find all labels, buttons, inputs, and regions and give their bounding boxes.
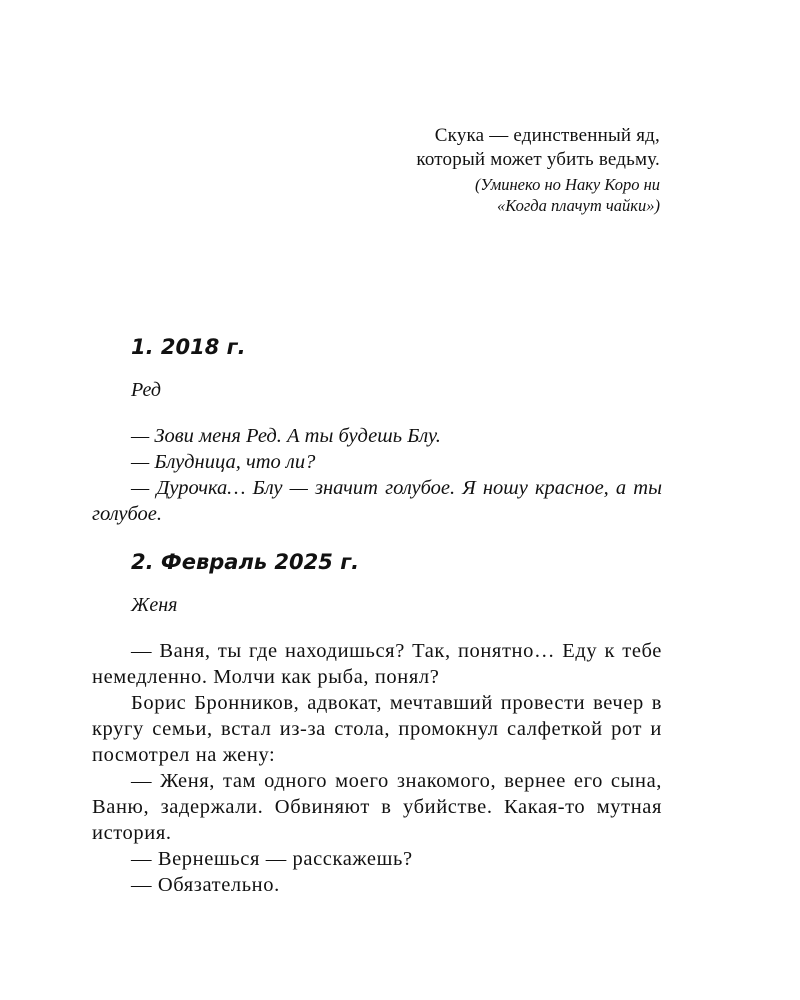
paragraph: — Зови меня Ред. А ты будешь Блу. [131, 425, 441, 447]
paragraph: — Обязательно. [131, 874, 280, 896]
paragraph: — Блудница, что ли? [131, 451, 316, 473]
paragraph: — Вернешься — расскажешь? [131, 848, 413, 870]
epigraph-source: «Когда плачут чайки») [497, 196, 660, 215]
chapter-text [92, 423, 662, 527]
epigraph-line: который может убить ведьму. [416, 149, 660, 170]
chapter-pov: Женя [131, 594, 178, 616]
chapter-title: 1. 2018 г. [131, 335, 246, 359]
paragraph: Борис Бронников, адвокат, мечтавший провести вечер в кругу семьи, встал из-за стола, промокнул салфеткой рот и посмотрел на жену: [92, 692, 662, 766]
paragraph: — Дурочка… Блу — значит голубое. Я ношу красное, а ты голубое. [92, 477, 662, 525]
chapter-title: 2. Февраль 2025 г. [131, 550, 360, 574]
epigraph-source: (Уминеко но Наку Коро ни [474, 175, 660, 194]
chapter-1 [92, 333, 662, 527]
chapter-2 [92, 548, 662, 898]
chapter-text [92, 638, 662, 898]
paragraph: — Женя, там одного моего знакомого, вернее его сына, Ваню, задержали. Обвиняют в убийстве. Какая-то мутная история. [92, 770, 662, 844]
chapter-pov: Ред [131, 379, 161, 401]
paragraph: — Ваня, ты где находишься? Так, понятно… Еду к тебе немедленно. Молчи как рыба, понял? [92, 640, 662, 688]
epigraph [240, 124, 660, 216]
epigraph-line: Скука — единственный яд, [434, 125, 660, 146]
